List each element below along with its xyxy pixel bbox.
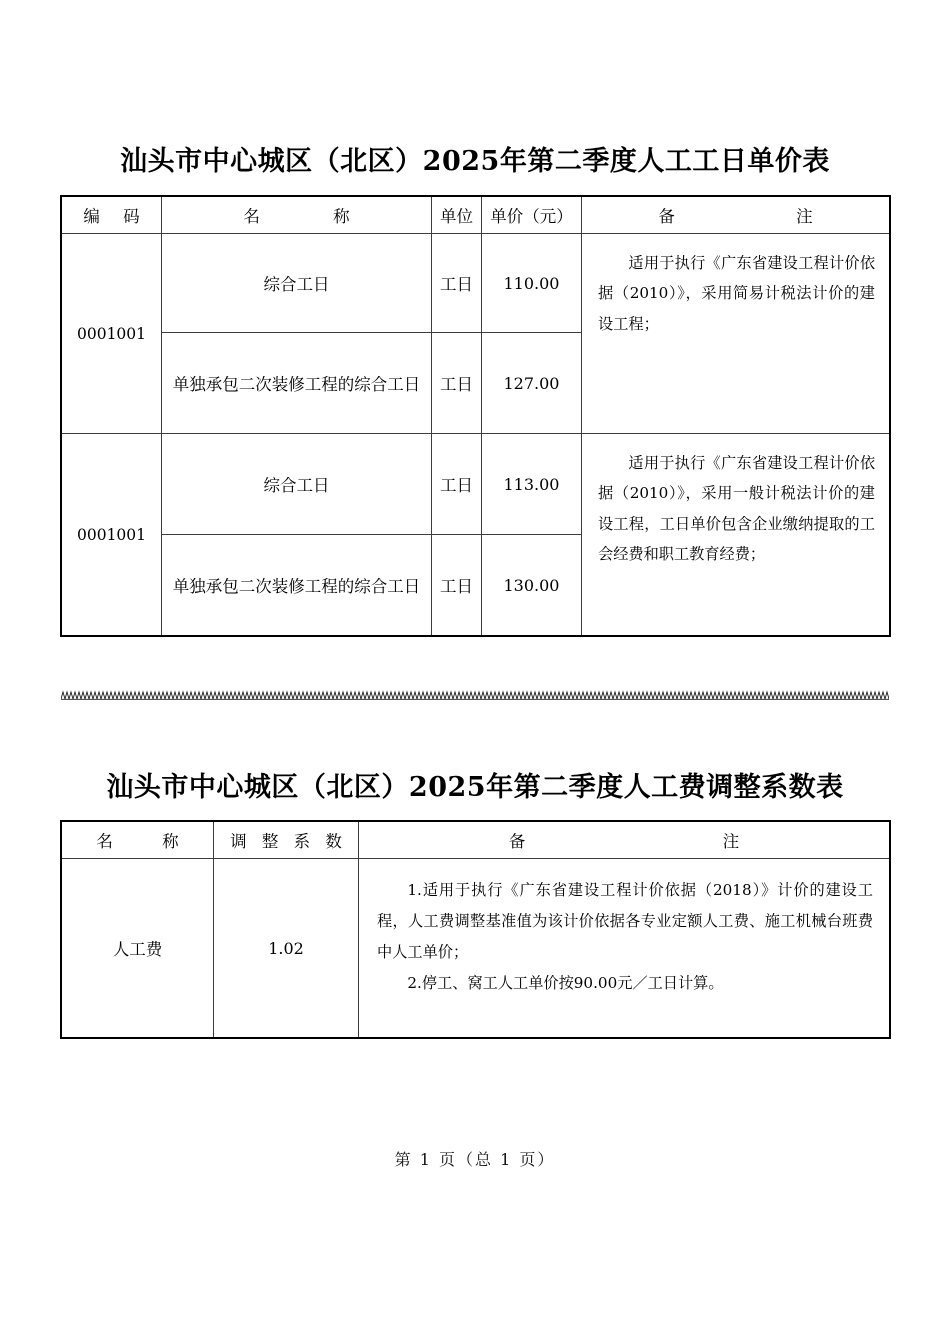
- remark-text: 适用于执行《广东省建设工程计价依据（2010）》，采用简易计税法计价的建设工程；: [598, 254, 875, 333]
- table-header-row: [62, 822, 890, 859]
- cell-coefficient: 1.02: [214, 859, 359, 1038]
- cell-remark: [582, 234, 890, 434]
- labor-rate-table: [61, 196, 890, 636]
- column-header-name-label: 名 称: [96, 832, 201, 851]
- adjust-coef-table-title: 汕头市中心城区（北区）2025年第二季度人工费调整系数表: [106, 772, 844, 803]
- cell-unit: 工日: [432, 535, 482, 636]
- column-header-remark: [359, 822, 890, 859]
- column-header-coefficient-label: 调 整 系 数: [230, 832, 347, 851]
- column-header-remark-label: 备 注: [508, 832, 836, 851]
- column-header-remark: [582, 197, 890, 234]
- column-header-name-label: 名 称: [243, 207, 384, 226]
- table-header-row: [62, 197, 890, 234]
- column-header-name: [162, 197, 432, 234]
- remark-text-line-1: 1.适用于执行《广东省建设工程计价依据（2018）》计价的建设工程，人工费调整基准值为该计价依据各专业定额人工费、施工机械台班费中人工单价；: [377, 881, 873, 962]
- cell-code: 0001001: [62, 434, 162, 636]
- cell-unit: 工日: [432, 333, 482, 434]
- column-header-unit: [432, 197, 482, 234]
- zigzag-icon: [61, 690, 889, 702]
- column-header-price: [482, 197, 582, 234]
- cell-name: 单独承包二次装修工程的综合工日: [162, 333, 432, 434]
- column-header-coefficient: [214, 822, 359, 859]
- cell-name: 综合工日: [162, 434, 432, 535]
- table-row: [62, 434, 890, 535]
- remark-text-line-2: 2.停工、窝工人工单价按90.00元／工日计算。: [407, 974, 724, 993]
- cell-unit: 工日: [432, 234, 482, 333]
- column-header-code: [62, 197, 162, 234]
- page-number-label: 第 1 页（总 1 页）: [394, 1150, 556, 1169]
- cell-remark: [359, 859, 890, 1038]
- column-header-unit-label: 单位: [440, 207, 473, 226]
- column-header-price-label: 单价（元）: [490, 207, 573, 226]
- labor-rate-table-title: 汕头市中心城区（北区）2025年第二季度人工工日单价表: [120, 146, 830, 177]
- cell-price: 113.00: [482, 434, 582, 535]
- adjust-coefficient-table: [61, 821, 890, 1038]
- cell-name: 综合工日: [162, 234, 432, 333]
- remark-text: 适用于执行《广东省建设工程计价依据（2010）》，采用一般计税法计价的建设工程，工日单价包含企业缴纳提取的工会经费和职工教育经费；: [598, 454, 875, 564]
- cell-unit: 工日: [432, 434, 482, 535]
- cell-price: 130.00: [482, 535, 582, 636]
- table-row: [62, 234, 890, 333]
- cell-remark: [582, 434, 890, 636]
- table-row: [62, 859, 890, 1038]
- column-header-remark-label: 备 注: [658, 207, 871, 226]
- cell-price: 127.00: [482, 333, 582, 434]
- cut-line-separator: [61, 690, 889, 702]
- column-header-code-label: 编 码: [83, 207, 149, 226]
- cell-name: 人工费: [62, 859, 214, 1038]
- cell-code: 0001001: [62, 234, 162, 434]
- cell-name: 单独承包二次装修工程的综合工日: [162, 535, 432, 636]
- page-footer: [0, 1147, 950, 1170]
- cell-price: 110.00: [482, 234, 582, 333]
- column-header-name: [62, 822, 214, 859]
